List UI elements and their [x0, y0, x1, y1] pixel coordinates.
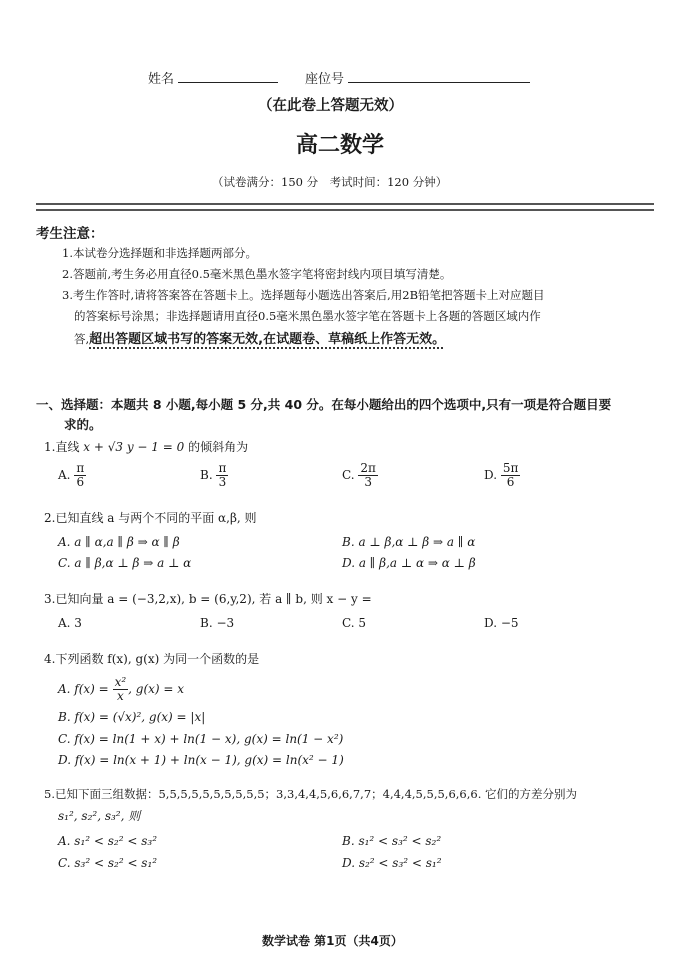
q1-stem-post: 的倾斜角为 [188, 440, 249, 454]
question-1-stem [44, 438, 248, 455]
q4-option-b: B. f(x) = (√x)², g(x) = |x| [58, 710, 206, 724]
q3-option-d: D. −5 [484, 616, 519, 630]
q1-option-c-denominator: 3 [364, 475, 372, 490]
name-field [148, 68, 278, 87]
q4-option-a-prefix: A. f(x) = [58, 682, 109, 697]
page-title: 高二数学 [296, 133, 385, 158]
q2-option-c: C. a ∥ β,α ⊥ β ⇒ a ⊥ α [58, 556, 192, 570]
q2-option-a: A. a ∥ α,a ∥ β ⇒ α ∥ β [58, 535, 180, 549]
q4-option-a-numerator: x² [114, 675, 127, 689]
notice-emphasis: 超出答题区域书写的答案无效,在试题卷、草稿纸上作答无效。 [89, 332, 446, 347]
notice-item-3-line-2: 的答案标号涂黑；非选择题请用直径0.5毫米黑色墨水签字笔在答题卡上各题的答题区域内作 [74, 309, 541, 323]
q1-option-c-numerator: 2π [360, 461, 376, 475]
q5-option-a: A. s₁² < s₂² < s₃² [58, 834, 157, 848]
q1-option-b-denominator: 3 [218, 475, 227, 490]
notice-item-3-line-1: 3.考生作答时,请将答案答在答题卡上。选择题每小题选出答案后,用2B铅笔把答题卡上对应题目 [62, 288, 545, 302]
q2-option-b: B. a ⊥ β,α ⊥ β ⇒ a ∥ α [342, 535, 476, 549]
q1-option-a-denominator: 6 [76, 475, 85, 490]
q1-option-d [484, 462, 520, 489]
seat-blank [348, 68, 530, 83]
seat-field [305, 68, 530, 87]
header-divider-1 [36, 203, 654, 205]
q1-option-a-label: A. [58, 468, 71, 483]
q5-option-b: B. s₁² < s₃² < s₂² [342, 834, 442, 848]
invalid-note: （在此卷上答题无效） [258, 98, 403, 114]
section-1-heading-line-1: 一、选择题：本题共 8 小题,每小题 5 分,共 40 分。在每小题给出的四个选项中,只有一项是符合题目要 [36, 397, 612, 412]
q1-option-a [58, 462, 86, 489]
q1-stem-pre: 1.直线 [44, 440, 80, 454]
q1-option-d-denominator: 6 [506, 475, 515, 490]
q1-option-d-label: D. [484, 468, 498, 483]
q4-option-d: D. f(x) = ln(x + 1) + ln(x − 1), g(x) = ln(x² − 1) [58, 753, 344, 767]
q1-option-a-numerator: π [76, 461, 85, 475]
q4-option-a-suffix: , g(x) = x [128, 682, 185, 697]
notice-item-2: 2.答题前,考生务必用直径0.5毫米黑色墨水签字笔将密封线内项目填写清楚。 [62, 267, 452, 281]
q1-option-c-label: C. [342, 468, 355, 483]
question-5-stem-line-2: s₁², s₂², s₃², 则 [58, 809, 141, 823]
question-2-stem: 2.已知直线 a 与两个不同的平面 α,β, 则 [44, 511, 257, 525]
q3-option-a: A. 3 [58, 616, 82, 630]
q2-option-d: D. a ∥ β,a ⊥ α ⇒ α ⊥ β [342, 556, 476, 570]
q1-option-c [342, 462, 378, 489]
q4-option-a-denominator: x [116, 689, 124, 704]
q1-stem-equation: x + √3 y − 1 = 0 [83, 440, 185, 454]
q4-option-c: C. f(x) = ln(1 + x) + ln(1 − x), g(x) = ln(1 − x²) [58, 732, 344, 746]
q3-option-c: C. 5 [342, 616, 367, 630]
q1-option-d-numerator: 5π [502, 461, 519, 475]
section-1-heading-line-2: 求的。 [64, 417, 102, 432]
notice-item-3-line-3 [74, 328, 445, 347]
notice-title: 考生注意： [36, 226, 104, 242]
question-3-stem: 3.已知向量 a = (−3,2,x), b = (6,y,2), 若 a ∥ b, 则 x − y = [44, 592, 372, 606]
q3-option-b: B. −3 [200, 616, 235, 630]
notice-item-3-line-3-prefix: 答, [74, 332, 90, 346]
seat-label: 座位号 [305, 72, 345, 87]
q1-option-b [200, 462, 228, 489]
q5-option-d: D. s₂² < s₃² < s₁² [342, 856, 442, 870]
q1-option-b-numerator: π [218, 461, 227, 475]
q5-option-c: C. s₃² < s₂² < s₁² [58, 856, 158, 870]
page-footer: 数学试卷 第1页（共4页） [262, 934, 403, 948]
notice-item-1: 1.本试卷分选择题和非选择题两部分。 [62, 246, 257, 260]
q4-option-a [58, 676, 184, 703]
q1-option-b-label: B. [200, 468, 213, 483]
name-label: 姓名 [148, 72, 175, 87]
question-4-stem: 4.下列函数 f(x), g(x) 为同一个函数的是 [44, 652, 260, 666]
exam-info: （试卷满分：150 分 考试时间：120 分钟） [212, 175, 448, 189]
question-5-stem-line-1: 5.已知下面三组数据：5,5,5,5,5,5,5,5,5,5；3,3,4,4,5,6,6,7,7；4,4,4,5,5,5,6,6,6. 它们的方差分别为 [44, 787, 578, 801]
name-blank [178, 68, 278, 83]
header-divider-2 [36, 209, 654, 211]
